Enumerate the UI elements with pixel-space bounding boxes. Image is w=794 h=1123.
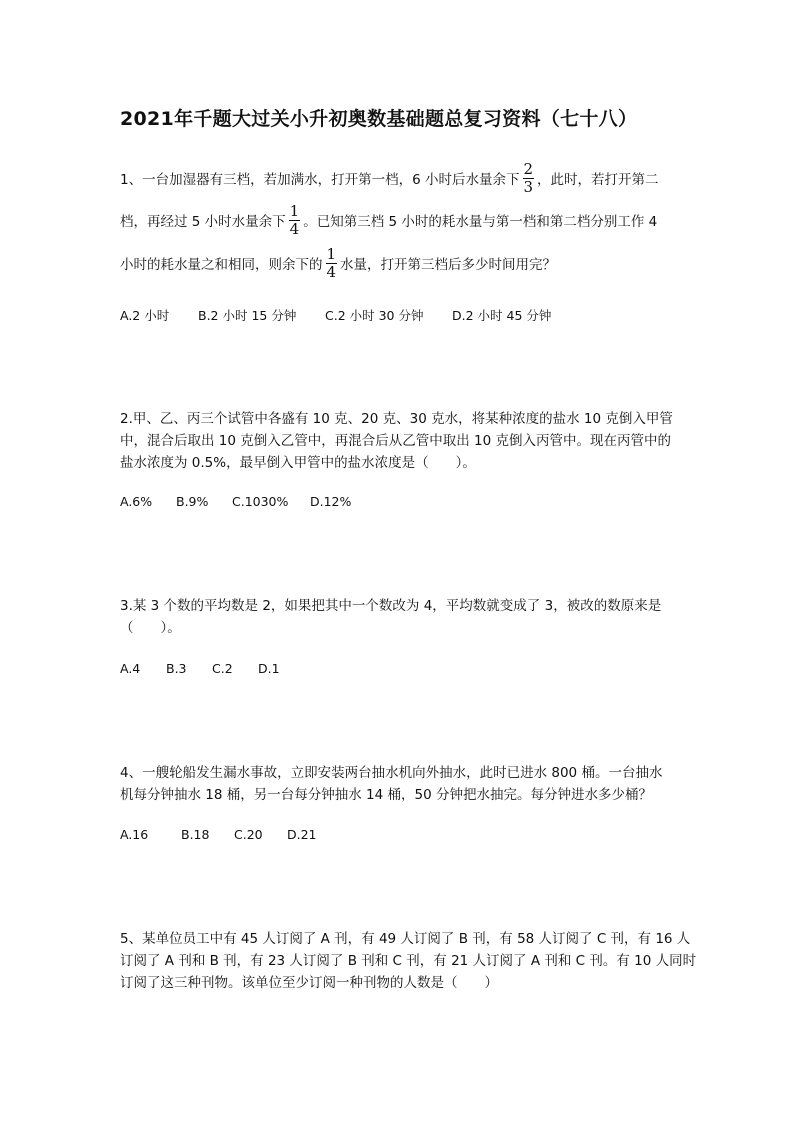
question-1-options (120, 306, 551, 324)
option-b[interactable]: B.9% (176, 494, 209, 509)
question-1 (120, 160, 682, 286)
question-2 (120, 409, 682, 473)
question-2-line-3: 盐水浓度为 0.5%，最早倒入甲管中的盐水浓度是（ ）。 (120, 455, 476, 471)
question-5-line-1: 5、某单位员工中有 45 人订阅了 A 刊，有 49 人订阅了 B 刊，有 58 人订阅了 C 刊，有 16 人 (120, 931, 691, 947)
question-1-text: 1、一台加湿器有三档，若加满水，打开第一档，6 小时后水量余下 (120, 172, 520, 188)
question-4-options (120, 827, 317, 842)
option-c[interactable]: C.2 小时 30 分钟 (325, 308, 424, 323)
question-1-text: 档，再经过 5 小时水量余下 (120, 214, 286, 230)
question-5-line-3: 订阅了这三种刊物。该单位至少订阅一种刊物的人数是（ ） (120, 975, 498, 991)
page-title: 2021年千题大过关小升初奥数基础题总复习资料（七十八） (120, 108, 638, 130)
option-a[interactable]: A.6% (120, 494, 153, 509)
question-3-options (120, 661, 280, 676)
question-1-text: 小时的耗水量之和相同，则余下的 (120, 257, 323, 273)
question-1-text: 。已知第三档 5 小时的耗水量与第一档和第二档分别工作 4 (303, 214, 658, 230)
question-3-line-2: （ ）。 (120, 620, 181, 636)
option-c[interactable]: C.20 (234, 827, 263, 842)
question-3-line-1: 3.某 3 个数的平均数是 2，如果把其中一个数改为 4，平均数就变成了 3，被改的数原来是 (120, 598, 662, 614)
fraction-one-quarter: $\frac{1}{4}$ (326, 244, 337, 281)
option-d[interactable]: D.1 (258, 661, 280, 676)
question-2-line-1: 2.甲、乙、丙三个试管中各盛有 10 克、20 克、30 克水，将某种浓度的盐水 10 克倒入甲管 (120, 411, 673, 427)
option-b[interactable]: B.2 小时 15 分钟 (198, 308, 297, 323)
question-2-options (120, 494, 351, 509)
option-a[interactable]: A.2 小时 (120, 308, 170, 323)
option-b[interactable]: B.3 (166, 661, 187, 676)
option-d[interactable]: D.12% (310, 494, 352, 509)
question-4 (120, 763, 682, 805)
question-4-line-2: 机每分钟抽水 18 桶，另一台每分钟抽水 14 桶，50 分钟把水抽完。每分钟进水多少桶？ (120, 787, 652, 803)
question-3 (120, 596, 682, 638)
question-1-line-2 (120, 201, 682, 243)
fraction-one-quarter: $\frac{1}{4}$ (289, 201, 300, 238)
question-5 (120, 929, 697, 993)
option-c[interactable]: C.2 (212, 661, 233, 676)
question-1-line-1 (120, 160, 682, 200)
question-1-text: ，此时，若打开第二 (537, 172, 659, 188)
question-1-line-3 (120, 244, 682, 286)
question-2-line-2: 中，混合后取出 10 克倒入乙管中，再混合后从乙管中取出 10 克倒入丙管中。现在丙管中的 (120, 433, 672, 449)
option-b[interactable]: B.18 (181, 827, 210, 842)
option-a[interactable]: A.4 (120, 661, 141, 676)
option-d[interactable]: D.2 小时 45 分钟 (452, 308, 552, 323)
question-5-line-2: 订阅了 A 刊和 B 刊，有 23 人订阅了 B 刊和 C 刊，有 21 人订阅了 A 刊和 C 刊。有 10 人同时 (120, 953, 697, 969)
option-d[interactable]: D.21 (287, 827, 317, 842)
option-c[interactable]: C.1030% (232, 494, 289, 509)
option-a[interactable]: A.16 (120, 827, 149, 842)
fraction-two-thirds: $\frac{2}{3}$ (523, 159, 534, 196)
question-4-line-1: 4、一艘轮船发生漏水事故，立即安装两台抽水机向外抽水，此时已进水 800 桶。一台抽水 (120, 765, 663, 781)
question-1-text: 水量，打开第三档后多少时间用完？ (340, 257, 557, 273)
